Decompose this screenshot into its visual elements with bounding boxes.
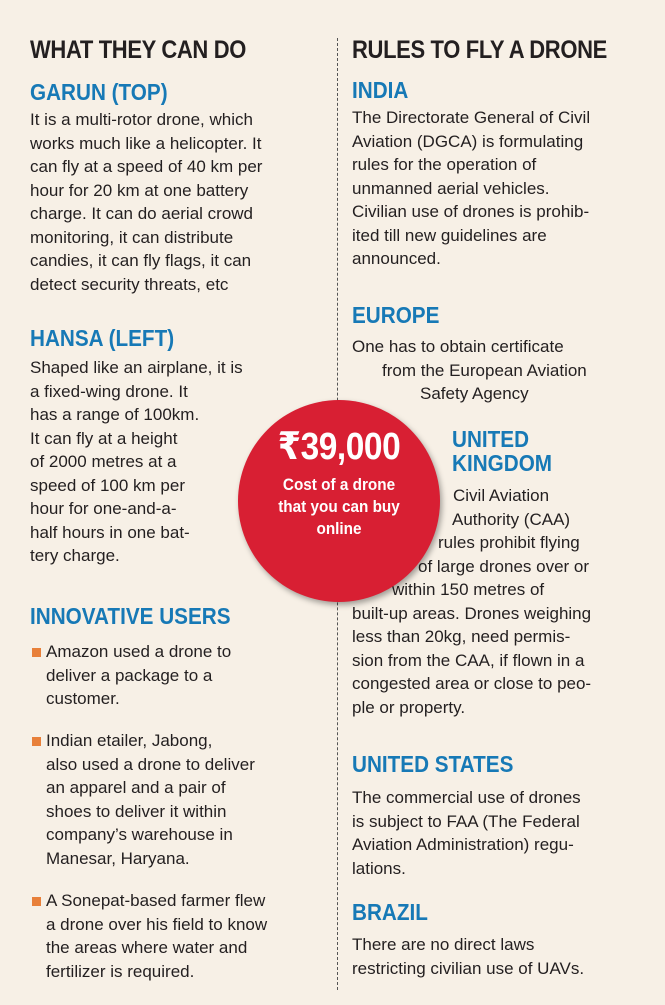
left-heading: WHAT THEY CAN DO — [30, 36, 246, 64]
us-text — [352, 786, 581, 880]
price-caption-line: that you can buy — [278, 497, 400, 516]
india-line: ited till new guidelines are — [352, 225, 547, 245]
bullet-line: the areas where water and — [46, 938, 248, 957]
europe-line: Safety Agency — [420, 384, 529, 403]
garun-line: works much like a helicopter. It — [30, 133, 262, 153]
bullet-icon — [32, 737, 41, 746]
hansa-line: speed of 100 km per — [30, 475, 185, 495]
hansa-line: has a range of 100km. — [30, 405, 200, 424]
bullet-line: customer. — [46, 689, 120, 708]
uk-line: within 150 metres of — [392, 580, 545, 599]
us-line: lations. — [352, 858, 406, 878]
bullet-item — [46, 889, 267, 983]
bullet-line: shoes to deliver it within — [46, 801, 227, 821]
india-line: unmanned aerial vehicles. — [352, 178, 550, 198]
uk-line: of large drones over or — [418, 556, 590, 576]
price-value: ₹39,000 — [277, 426, 401, 468]
uk-line: Civil Aviation — [453, 486, 550, 505]
europe-line: from the European Aviation — [382, 360, 587, 380]
bullet-icon — [32, 897, 41, 906]
india-title: INDIA — [352, 77, 409, 103]
garun-line: charge. It can do aerial crowd — [30, 204, 254, 223]
uk-title-line: UNITED — [452, 426, 530, 452]
india-line: Civilian use of drones is prohib- — [352, 202, 590, 221]
garun-line: It is a multi-rotor drone, which — [30, 110, 253, 129]
price-callout — [238, 400, 440, 602]
bullet-line: Amazon used a drone to — [46, 642, 232, 661]
hansa-title: HANSA (LEFT) — [30, 325, 175, 351]
bullet-line: fertilizer is required. — [46, 961, 195, 981]
hansa-line: Shaped like an airplane, it is — [30, 358, 243, 377]
uk-line: less than 20kg, need permis- — [352, 627, 571, 646]
price-caption — [248, 474, 430, 540]
us-line: The commercial use of drones — [352, 788, 581, 807]
bullet-item — [46, 640, 231, 711]
innovative-title: INNOVATIVE USERS — [30, 603, 231, 629]
europe-text — [352, 335, 587, 406]
right-heading: RULES TO FLY A DRONE — [352, 36, 607, 64]
europe-line: One has to obtain certificate — [352, 337, 564, 356]
india-text — [352, 106, 590, 271]
india-line: rules for the operation of — [352, 155, 537, 174]
hansa-line: It can fly at a height — [30, 428, 178, 448]
brazil-title: BRAZIL — [352, 899, 428, 925]
bullet-line: an apparel and a pair of — [46, 778, 226, 797]
bullet-line: Indian etailer, Jabong, — [46, 731, 213, 750]
us-title: UNITED STATES — [352, 751, 514, 777]
garun-title: GARUN (TOP) — [30, 79, 168, 105]
bullet-item — [46, 729, 255, 870]
bullet-icon — [32, 648, 41, 657]
brazil-text — [352, 933, 584, 980]
hansa-line: tery charge. — [30, 546, 120, 565]
uk-line: Authority (CAA) — [452, 509, 571, 529]
uk-line: congested area or close to peo- — [352, 674, 592, 693]
europe-title: EUROPE — [352, 302, 440, 328]
hansa-line: a fixed-wing drone. It — [30, 381, 188, 401]
hansa-line: hour for one-and-a- — [30, 499, 177, 518]
uk-line: built-up areas. Drones weighing — [352, 603, 592, 623]
uk-title-line: KINGDOM — [452, 450, 553, 476]
hansa-line: half hours in one bat- — [30, 522, 190, 542]
garun-line: monitoring, it can distribute — [30, 227, 234, 247]
garun-line: detect security threats, etc — [30, 274, 229, 294]
bullet-line: Manesar, Haryana. — [46, 848, 190, 868]
garun-line: hour for 20 km at one battery — [30, 180, 249, 200]
garun-line: candies, it can fly flags, it can — [30, 251, 252, 270]
uk-line: sion from the CAA, if flown in a — [352, 650, 585, 670]
bullet-line: a drone over his field to know — [46, 914, 268, 934]
brazil-line: restricting civilian use of UAVs. — [352, 958, 585, 978]
us-line: is subject to FAA (The Federal — [352, 811, 580, 831]
price-caption-line: Cost of a drone — [282, 475, 396, 494]
uk-line: ple or property. — [352, 697, 466, 717]
bullet-line: company’s warehouse in — [46, 825, 233, 844]
hansa-text — [30, 356, 243, 568]
india-line: announced. — [352, 249, 441, 268]
bullet-line: also used a drone to deliver — [46, 754, 255, 774]
price-caption-line: online — [316, 519, 362, 538]
bullet-line: deliver a package to a — [46, 665, 213, 685]
garun-text — [30, 108, 262, 296]
hansa-line: of 2000 metres at a — [30, 452, 177, 471]
us-line: Aviation Administration) regu- — [352, 835, 574, 854]
india-line: Aviation (DGCA) is formulating — [352, 131, 584, 151]
india-line: The Directorate General of Civil — [352, 108, 591, 127]
uk-line: rules prohibit flying — [438, 533, 580, 552]
garun-line: can fly at a speed of 40 km per — [30, 157, 263, 176]
uk-title — [452, 427, 552, 475]
bullet-line: A Sonepat-based farmer flew — [46, 891, 266, 910]
brazil-line: There are no direct laws — [352, 935, 535, 954]
